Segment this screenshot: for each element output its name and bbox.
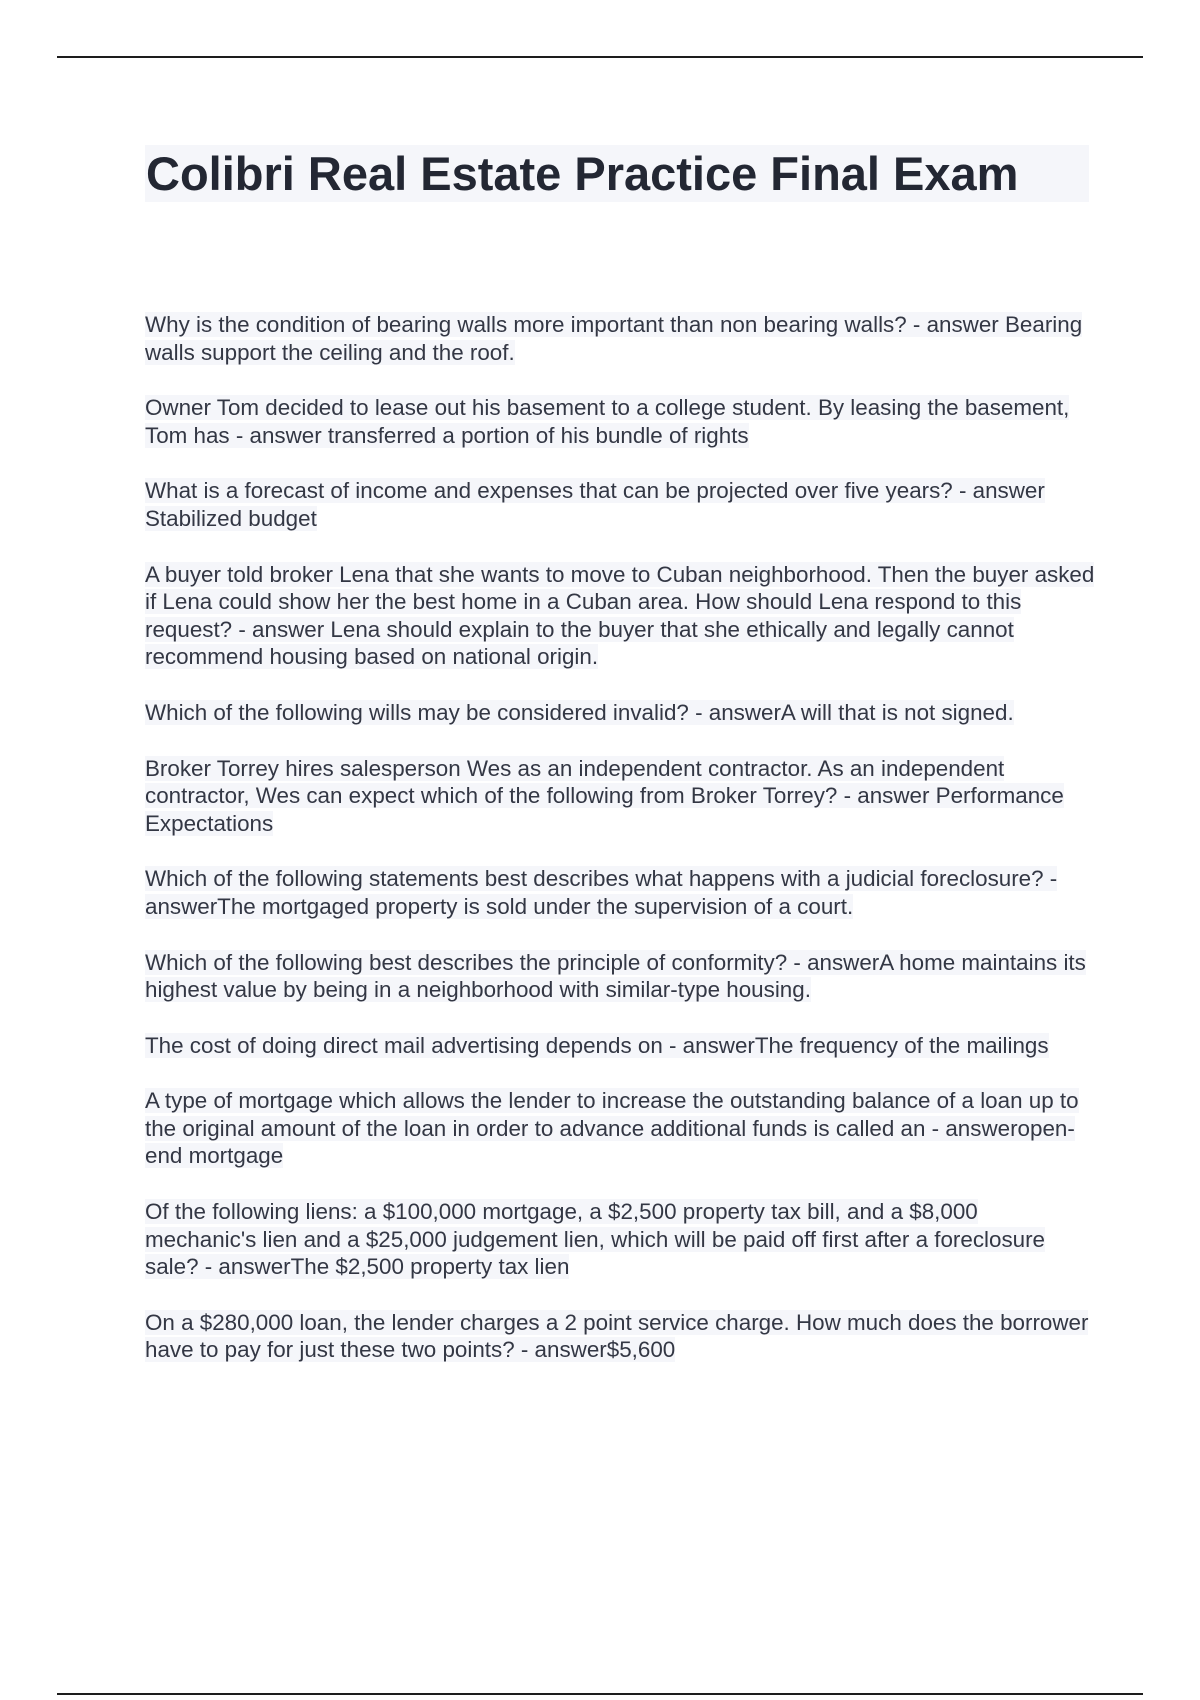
qa-text: Owner Tom decided to lease out his basement to a college student. By leasing the basement, Tom has - answer transferred a portion of his bundle of rights — [145, 395, 1070, 448]
qa-item — [145, 1198, 1095, 1281]
qa-item — [145, 477, 1095, 532]
qa-item — [145, 865, 1095, 920]
qa-item — [145, 1309, 1095, 1364]
qa-item — [145, 1032, 1095, 1060]
qa-item — [145, 699, 1095, 727]
title-block — [145, 145, 1089, 202]
qa-text: On a $280,000 loan, the lender charges a 2 point service charge. How much does the borrower have to pay for just these two points? - answer$5,600 — [145, 1309, 1089, 1363]
qa-item — [145, 561, 1095, 671]
page-title: Colibri Real Estate Practice Final Exam — [146, 147, 1019, 200]
qa-text: Which of the following statements best describes what happens with a judicial foreclosure? - answerThe mortgaged property is sold under the supervision of a court. — [145, 866, 1058, 919]
qa-text: What is a forecast of income and expenses that can be projected over five years? - answer Stabilized budget — [145, 478, 1045, 531]
bottom-rule — [57, 1693, 1143, 1695]
qa-item — [145, 755, 1095, 838]
qa-item — [145, 311, 1095, 366]
qa-text: Which of the following best describes the principle of conformity? - answerA home maintains its highest value by being in a neighborhood with similar-type housing. — [145, 949, 1086, 1003]
qa-text: Why is the condition of bearing walls more important than non bearing walls? - answer Bearing walls support the ceiling and the roof. — [145, 312, 1083, 365]
qa-text: Broker Torrey hires salesperson Wes as an independent contractor. As an independent contractor, Wes can expect which of the following from Broker Torrey? - answer Performance Expectations — [145, 755, 1064, 836]
qa-text: A buyer told broker Lena that she wants to move to Cuban neighborhood. Then the buyer asked if Lena could show her the best home in a Cuban area. How should Lena respond to this request? - answer Lena should explain to the buyer that she ethically and legally cannot recommend housing based on national origin. — [145, 561, 1095, 670]
qa-text: The cost of doing direct mail advertising depends on - answerThe frequency of the mailings — [145, 1032, 1049, 1058]
question-answer-list — [145, 311, 1095, 1392]
qa-item — [145, 949, 1095, 1004]
qa-text: Which of the following wills may be considered invalid? - answerA will that is not signed. — [145, 699, 1014, 725]
qa-item — [145, 1087, 1095, 1170]
qa-item — [145, 394, 1095, 449]
qa-text: Of the following liens: a $100,000 mortgage, a $2,500 property tax bill, and a $8,000 mechanic's lien and a $25,000 judgement lien, which will be paid off first after a foreclosure sale? - answerThe $2,500 property tax lien — [145, 1199, 1045, 1280]
top-rule — [57, 56, 1143, 58]
qa-text: A type of mortgage which allows the lender to increase the outstanding balance of a loan up to the original amount of the loan in order to advance additional funds is called an - answeropen-end mortgage — [145, 1088, 1079, 1169]
